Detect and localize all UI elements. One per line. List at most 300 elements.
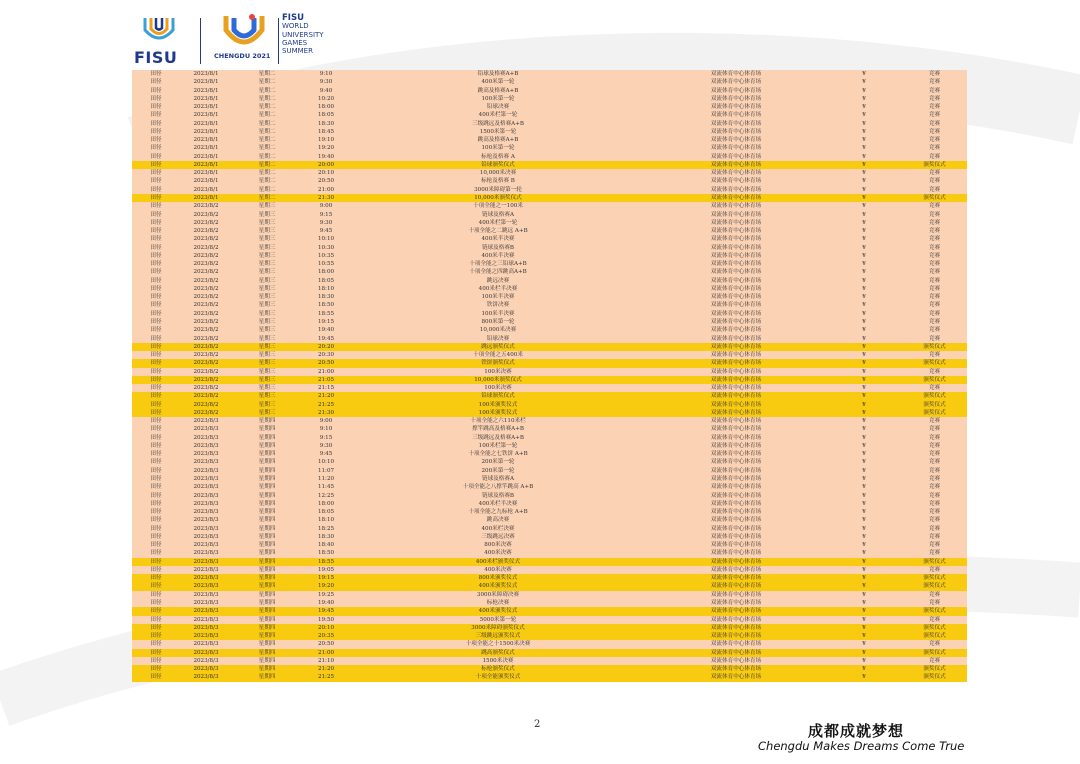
chengdu-2021-logo — [214, 12, 274, 64]
ticket-cell: ¥ — [826, 343, 902, 351]
date-cell: 2023/8/2 — [180, 268, 232, 276]
sport-cell: 田径 — [132, 169, 180, 177]
event-cell: 200米第一轮 — [350, 458, 646, 466]
ticket-cell: ¥ — [826, 285, 902, 293]
games-line: GAMES — [282, 38, 308, 47]
chengdu-emblem-icon — [222, 12, 266, 48]
sport-cell: 田径 — [132, 549, 180, 557]
table-row — [132, 211, 967, 219]
event-cell: 400米栏颁奖仪式 — [350, 558, 646, 566]
ticket-cell: ¥ — [826, 417, 902, 425]
chengdu-wordmark: CHENGDU 2021 — [214, 52, 271, 60]
weekday-cell: 星期三 — [232, 384, 302, 392]
ticket-cell: ¥ — [826, 268, 902, 276]
weekday-cell: 星期二 — [232, 128, 302, 136]
sport-cell: 田径 — [132, 144, 180, 152]
date-cell: 2023/8/2 — [180, 219, 232, 227]
time-cell: 9:45 — [302, 450, 350, 458]
event-cell: 400米栏第一轮 — [350, 219, 646, 227]
table-row — [132, 401, 967, 409]
time-cell: 19:45 — [302, 607, 350, 615]
venue-cell: 双流体育中心体育场 — [646, 120, 826, 128]
ticket-cell: ¥ — [826, 640, 902, 648]
table-row — [132, 632, 967, 640]
event-cell: 100米第一轮 — [350, 95, 646, 103]
date-cell: 2023/8/3 — [180, 591, 232, 599]
venue-cell: 双流体育中心体育场 — [646, 508, 826, 516]
venue-cell: 双流体育中心体育场 — [646, 186, 826, 194]
date-cell: 2023/8/3 — [180, 649, 232, 657]
ticket-cell: ¥ — [826, 351, 902, 359]
venue-cell: 双流体育中心体育场 — [646, 293, 826, 301]
table-row — [132, 368, 967, 376]
venue-cell: 双流体育中心体育场 — [646, 640, 826, 648]
ticket-cell: ¥ — [826, 252, 902, 260]
time-cell: 10:10 — [302, 235, 350, 243]
session-type-cell: 竞赛 — [902, 301, 967, 309]
table-row — [132, 343, 967, 351]
table-row — [132, 120, 967, 128]
session-type-cell: 竞赛 — [902, 252, 967, 260]
date-cell: 2023/8/3 — [180, 558, 232, 566]
date-cell: 2023/8/3 — [180, 434, 232, 442]
table-row — [132, 161, 967, 169]
venue-cell: 双流体育中心体育场 — [646, 558, 826, 566]
table-row — [132, 582, 967, 590]
ticket-cell: ¥ — [826, 235, 902, 243]
sport-cell: 田径 — [132, 310, 180, 318]
table-row — [132, 458, 967, 466]
session-type-cell: 竞赛 — [902, 566, 967, 574]
session-type-cell: 竞赛 — [902, 351, 967, 359]
event-cell: 铅球及格赛A+B — [350, 70, 646, 78]
date-cell: 2023/8/2 — [180, 260, 232, 268]
date-cell: 2023/8/1 — [180, 169, 232, 177]
table-row — [132, 335, 967, 343]
time-cell: 9:00 — [302, 202, 350, 210]
time-cell: 18:45 — [302, 128, 350, 136]
ticket-cell: ¥ — [826, 649, 902, 657]
venue-cell: 双流体育中心体育场 — [646, 384, 826, 392]
weekday-cell: 星期四 — [232, 508, 302, 516]
session-type-cell: 竞赛 — [902, 417, 967, 425]
table-row — [132, 194, 967, 202]
date-cell: 2023/8/3 — [180, 533, 232, 541]
weekday-cell: 星期四 — [232, 442, 302, 450]
date-cell: 2023/8/2 — [180, 335, 232, 343]
table-row — [132, 434, 967, 442]
sport-cell: 田径 — [132, 434, 180, 442]
venue-cell: 双流体育中心体育场 — [646, 144, 826, 152]
date-cell: 2023/8/3 — [180, 549, 232, 557]
ticket-cell: ¥ — [826, 103, 902, 111]
sport-cell: 田径 — [132, 268, 180, 276]
time-cell: 20:50 — [302, 640, 350, 648]
session-type-cell: 竞赛 — [902, 640, 967, 648]
session-type-cell: 竞赛 — [902, 450, 967, 458]
sport-cell: 田径 — [132, 78, 180, 86]
venue-cell: 双流体育中心体育场 — [646, 111, 826, 119]
venue-cell: 双流体育中心体育场 — [646, 177, 826, 185]
session-type-cell: 竞赛 — [902, 177, 967, 185]
weekday-cell: 星期二 — [232, 70, 302, 78]
ticket-cell: ¥ — [826, 409, 902, 417]
weekday-cell: 星期三 — [232, 235, 302, 243]
venue-cell: 双流体育中心体育场 — [646, 483, 826, 491]
table-row — [132, 533, 967, 541]
sport-cell: 田径 — [132, 500, 180, 508]
sport-cell: 田径 — [132, 450, 180, 458]
ticket-cell: ¥ — [826, 169, 902, 177]
venue-cell: 双流体育中心体育场 — [646, 533, 826, 541]
time-cell: 9:45 — [302, 227, 350, 235]
weekday-cell: 星期四 — [232, 475, 302, 483]
table-row — [132, 616, 967, 624]
venue-cell: 双流体育中心体育场 — [646, 582, 826, 590]
venue-cell: 双流体育中心体育场 — [646, 252, 826, 260]
time-cell: 21:10 — [302, 657, 350, 665]
sport-cell: 田径 — [132, 475, 180, 483]
venue-cell: 双流体育中心体育场 — [646, 500, 826, 508]
table-row — [132, 425, 967, 433]
ticket-cell: ¥ — [826, 673, 902, 681]
sport-cell: 田径 — [132, 244, 180, 252]
ticket-cell: ¥ — [826, 301, 902, 309]
ticket-cell: ¥ — [826, 153, 902, 161]
time-cell: 19:05 — [302, 566, 350, 574]
date-cell: 2023/8/2 — [180, 227, 232, 235]
table-row — [132, 384, 967, 392]
date-cell: 2023/8/1 — [180, 194, 232, 202]
event-cell: 跳远颁奖仪式 — [350, 343, 646, 351]
time-cell: 21:00 — [302, 368, 350, 376]
date-cell: 2023/8/2 — [180, 409, 232, 417]
session-type-cell: 竞赛 — [902, 235, 967, 243]
table-row — [132, 285, 967, 293]
time-cell: 19:40 — [302, 599, 350, 607]
session-type-cell: 竞赛 — [902, 244, 967, 252]
event-cell: 1500米第一轮 — [350, 128, 646, 136]
venue-cell: 双流体育中心体育场 — [646, 425, 826, 433]
session-type-cell: 竞赛 — [902, 70, 967, 78]
ticket-cell: ¥ — [826, 384, 902, 392]
schedule-table-container — [132, 70, 967, 686]
venue-cell: 双流体育中心体育场 — [646, 103, 826, 111]
ticket-cell: ¥ — [826, 335, 902, 343]
table-row — [132, 574, 967, 582]
table-row — [132, 483, 967, 491]
event-cell: 链球及格赛A — [350, 211, 646, 219]
date-cell: 2023/8/2 — [180, 285, 232, 293]
venue-cell: 双流体育中心体育场 — [646, 153, 826, 161]
weekday-cell: 星期四 — [232, 566, 302, 574]
sport-cell: 田径 — [132, 558, 180, 566]
weekday-cell: 星期四 — [232, 434, 302, 442]
weekday-cell: 星期三 — [232, 268, 302, 276]
ticket-cell: ¥ — [826, 177, 902, 185]
time-cell: 21:00 — [302, 186, 350, 194]
date-cell: 2023/8/3 — [180, 417, 232, 425]
weekday-cell: 星期二 — [232, 169, 302, 177]
fisu-logo — [134, 16, 186, 67]
time-cell: 20:50 — [302, 177, 350, 185]
event-cell: 三级跳远颁奖仪式 — [350, 632, 646, 640]
date-cell: 2023/8/1 — [180, 144, 232, 152]
weekday-cell: 星期四 — [232, 649, 302, 657]
weekday-cell: 星期四 — [232, 599, 302, 607]
weekday-cell: 星期二 — [232, 153, 302, 161]
session-type-cell: 颁奖仪式 — [902, 359, 967, 367]
table-row — [132, 136, 967, 144]
sport-cell: 田径 — [132, 425, 180, 433]
weekday-cell: 星期三 — [232, 285, 302, 293]
schedule-table-body — [132, 70, 967, 682]
event-cell: 链球及格赛B — [350, 492, 646, 500]
venue-cell: 双流体育中心体育场 — [646, 318, 826, 326]
session-type-cell: 竞赛 — [902, 657, 967, 665]
ticket-cell: ¥ — [826, 392, 902, 400]
table-row — [132, 673, 967, 681]
event-cell: 100米半决赛 — [350, 310, 646, 318]
time-cell: 9:00 — [302, 417, 350, 425]
venue-cell: 双流体育中心体育场 — [646, 202, 826, 210]
weekday-cell: 星期三 — [232, 318, 302, 326]
event-cell: 撑竿跳高及格赛A+B — [350, 425, 646, 433]
session-type-cell: 竞赛 — [902, 475, 967, 483]
session-type-cell: 竞赛 — [902, 153, 967, 161]
weekday-cell: 星期二 — [232, 95, 302, 103]
session-type-cell: 竞赛 — [902, 120, 967, 128]
venue-cell: 双流体育中心体育场 — [646, 549, 826, 557]
sport-cell: 田径 — [132, 359, 180, 367]
event-cell: 十项全能之五400米 — [350, 351, 646, 359]
session-type-cell: 颁奖仪式 — [902, 624, 967, 632]
date-cell: 2023/8/1 — [180, 128, 232, 136]
weekday-cell: 星期三 — [232, 219, 302, 227]
session-type-cell: 竞赛 — [902, 87, 967, 95]
event-cell: 3000米障碍第一轮 — [350, 186, 646, 194]
time-cell: 9:30 — [302, 442, 350, 450]
session-type-cell: 竞赛 — [902, 219, 967, 227]
event-cell: 800米第一轮 — [350, 318, 646, 326]
session-type-cell: 竞赛 — [902, 591, 967, 599]
sport-cell: 田径 — [132, 409, 180, 417]
table-row — [132, 202, 967, 210]
session-type-cell: 竞赛 — [902, 128, 967, 136]
sport-cell: 田径 — [132, 326, 180, 334]
ticket-cell: ¥ — [826, 508, 902, 516]
event-cell: 10,000米决赛 — [350, 169, 646, 177]
table-row — [132, 95, 967, 103]
ticket-cell: ¥ — [826, 136, 902, 144]
time-cell: 11:20 — [302, 475, 350, 483]
venue-cell: 双流体育中心体育场 — [646, 392, 826, 400]
date-cell: 2023/8/3 — [180, 458, 232, 466]
weekday-cell: 星期三 — [232, 359, 302, 367]
ticket-cell: ¥ — [826, 442, 902, 450]
ticket-cell: ¥ — [826, 616, 902, 624]
weekday-cell: 星期三 — [232, 351, 302, 359]
event-cell: 十项全能之六110米栏 — [350, 417, 646, 425]
session-type-cell: 竞赛 — [902, 500, 967, 508]
ticket-cell: ¥ — [826, 483, 902, 491]
ticket-cell: ¥ — [826, 574, 902, 582]
weekday-cell: 星期四 — [232, 632, 302, 640]
date-cell: 2023/8/3 — [180, 500, 232, 508]
session-type-cell: 颁奖仪式 — [902, 558, 967, 566]
date-cell: 2023/8/2 — [180, 392, 232, 400]
event-cell: 标枪及格赛 A — [350, 153, 646, 161]
time-cell: 21:05 — [302, 376, 350, 384]
event-cell: 10,000米颁奖仪式 — [350, 376, 646, 384]
event-cell: 三级跳远及格赛A+B — [350, 434, 646, 442]
table-row — [132, 111, 967, 119]
event-cell: 100米决赛 — [350, 384, 646, 392]
weekday-cell: 星期四 — [232, 525, 302, 533]
slogan-chinese: 成都成就梦想 — [808, 722, 905, 740]
date-cell: 2023/8/1 — [180, 78, 232, 86]
time-cell: 21:20 — [302, 392, 350, 400]
weekday-cell: 星期三 — [232, 401, 302, 409]
weekday-cell: 星期四 — [232, 640, 302, 648]
logo-divider — [200, 18, 201, 64]
weekday-cell: 星期四 — [232, 450, 302, 458]
sport-cell: 田径 — [132, 525, 180, 533]
date-cell: 2023/8/3 — [180, 467, 232, 475]
table-row — [132, 268, 967, 276]
event-cell: 十项全能之二跳远 A+B — [350, 227, 646, 235]
sport-cell: 田径 — [132, 599, 180, 607]
table-row — [132, 293, 967, 301]
weekday-cell: 星期四 — [232, 582, 302, 590]
date-cell: 2023/8/3 — [180, 616, 232, 624]
venue-cell: 双流体育中心体育场 — [646, 260, 826, 268]
date-cell: 2023/8/2 — [180, 202, 232, 210]
sport-cell: 田径 — [132, 516, 180, 524]
weekday-cell: 星期四 — [232, 483, 302, 491]
session-type-cell: 竞赛 — [902, 483, 967, 491]
weekday-cell: 星期三 — [232, 277, 302, 285]
venue-cell: 双流体育中心体育场 — [646, 368, 826, 376]
time-cell: 10:35 — [302, 252, 350, 260]
event-cell: 跳高颁奖仪式 — [350, 649, 646, 657]
weekday-cell: 星期三 — [232, 409, 302, 417]
sport-cell: 田径 — [132, 368, 180, 376]
session-type-cell: 颁奖仪式 — [902, 194, 967, 202]
sport-cell: 田径 — [132, 177, 180, 185]
date-cell: 2023/8/3 — [180, 632, 232, 640]
sport-cell: 田径 — [132, 541, 180, 549]
weekday-cell: 星期二 — [232, 161, 302, 169]
session-type-cell: 颁奖仪式 — [902, 392, 967, 400]
weekday-cell: 星期四 — [232, 500, 302, 508]
date-cell: 2023/8/2 — [180, 310, 232, 318]
event-cell: 10,000米颁奖仪式 — [350, 194, 646, 202]
ticket-cell: ¥ — [826, 310, 902, 318]
date-cell: 2023/8/3 — [180, 450, 232, 458]
sport-cell: 田径 — [132, 235, 180, 243]
weekday-cell: 星期三 — [232, 392, 302, 400]
event-cell: 跳高决赛 — [350, 516, 646, 524]
sport-cell: 田径 — [132, 103, 180, 111]
ticket-cell: ¥ — [826, 467, 902, 475]
date-cell: 2023/8/3 — [180, 516, 232, 524]
header-logos — [134, 12, 434, 67]
table-row — [132, 558, 967, 566]
date-cell: 2023/8/3 — [180, 574, 232, 582]
event-cell: 铁饼决赛 — [350, 301, 646, 309]
table-row — [132, 500, 967, 508]
weekday-cell: 星期二 — [232, 194, 302, 202]
sport-cell: 田径 — [132, 657, 180, 665]
weekday-cell: 星期三 — [232, 202, 302, 210]
venue-cell: 双流体育中心体育场 — [646, 467, 826, 475]
date-cell: 2023/8/1 — [180, 111, 232, 119]
venue-cell: 双流体育中心体育场 — [646, 301, 826, 309]
date-cell: 2023/8/2 — [180, 376, 232, 384]
venue-cell: 双流体育中心体育场 — [646, 541, 826, 549]
weekday-cell: 星期四 — [232, 558, 302, 566]
time-cell: 21:25 — [302, 401, 350, 409]
event-cell: 100米颁奖仪式 — [350, 401, 646, 409]
venue-cell: 双流体育中心体育场 — [646, 574, 826, 582]
venue-cell: 双流体育中心体育场 — [646, 442, 826, 450]
date-cell: 2023/8/2 — [180, 293, 232, 301]
event-cell: 1500米决赛 — [350, 657, 646, 665]
table-row — [132, 351, 967, 359]
weekday-cell: 星期四 — [232, 657, 302, 665]
time-cell: 19:10 — [302, 136, 350, 144]
venue-cell: 双流体育中心体育场 — [646, 235, 826, 243]
venue-cell: 双流体育中心体育场 — [646, 310, 826, 318]
venue-cell: 双流体育中心体育场 — [646, 673, 826, 681]
table-row — [132, 244, 967, 252]
ticket-cell: ¥ — [826, 227, 902, 235]
date-cell: 2023/8/2 — [180, 326, 232, 334]
table-row — [132, 144, 967, 152]
session-type-cell: 竞赛 — [902, 277, 967, 285]
venue-cell: 双流体育中心体育场 — [646, 525, 826, 533]
sport-cell: 田径 — [132, 95, 180, 103]
date-cell: 2023/8/1 — [180, 153, 232, 161]
event-cell: 链球及格赛A — [350, 475, 646, 483]
weekday-cell: 星期三 — [232, 211, 302, 219]
venue-cell: 双流体育中心体育场 — [646, 450, 826, 458]
session-type-cell: 颁奖仪式 — [902, 582, 967, 590]
session-type-cell: 竞赛 — [902, 285, 967, 293]
date-cell: 2023/8/3 — [180, 525, 232, 533]
fisu-wordmark: FISU — [134, 48, 178, 67]
event-cell: 十项全能之八撑竿跳高 A+B — [350, 483, 646, 491]
event-cell: 100米栏第一轮 — [350, 442, 646, 450]
event-cell: 400米栏半决赛 — [350, 500, 646, 508]
ticket-cell: ¥ — [826, 450, 902, 458]
date-cell: 2023/8/3 — [180, 582, 232, 590]
date-cell: 2023/8/3 — [180, 483, 232, 491]
time-cell: 21:25 — [302, 673, 350, 681]
table-row — [132, 301, 967, 309]
ticket-cell: ¥ — [826, 525, 902, 533]
ticket-cell: ¥ — [826, 566, 902, 574]
games-line: UNIVERSITY — [282, 30, 324, 39]
event-cell: 三级跳远决赛 — [350, 533, 646, 541]
event-cell: 跳高及格赛A+B — [350, 87, 646, 95]
event-cell: 跳高及格赛A+B — [350, 136, 646, 144]
weekday-cell: 星期四 — [232, 624, 302, 632]
time-cell: 9:15 — [302, 211, 350, 219]
event-cell: 100米颁奖仪式 — [350, 409, 646, 417]
venue-cell: 双流体育中心体育场 — [646, 268, 826, 276]
